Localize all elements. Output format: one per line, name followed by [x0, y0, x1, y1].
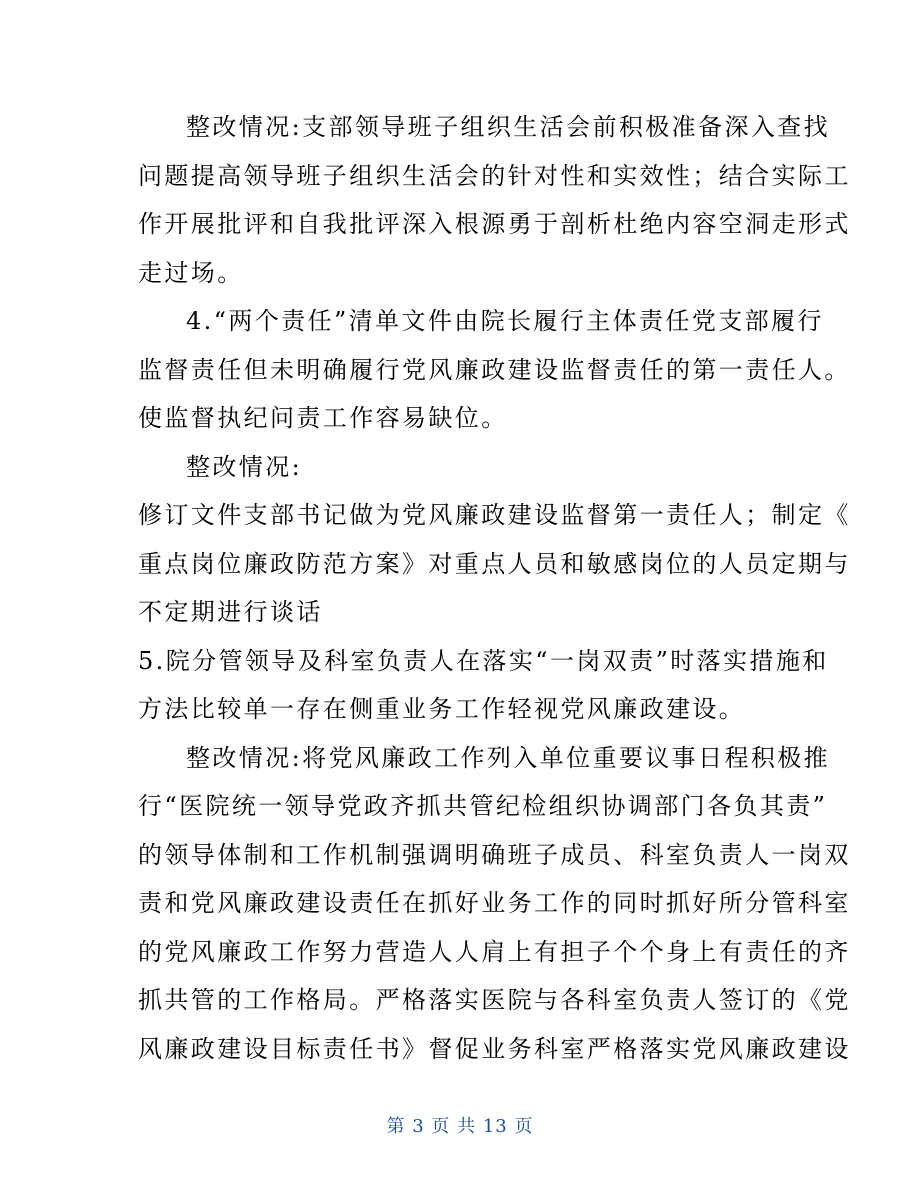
paragraph-line: 使监督执纪问责工作容易缺位。	[138, 404, 508, 432]
paragraph-line: 监督责任但未明确履行党风廉政建设监督责任的第一责任人。	[138, 355, 851, 384]
paragraph-line: 问题提高领导班子组织生活会的针对性和实效性；结合实际工	[138, 161, 851, 190]
paragraph-line: 整改情况:	[186, 452, 303, 481]
paragraph-line: 的领导体制和工作机制强调明确班子成员、科室负责人一岗双	[138, 840, 851, 869]
paragraph-line: 5.院分管领导及科室负责人在落实“一岗双责”时落实措施和	[138, 646, 829, 675]
paragraph-line: 的党风廉政工作努力营造人人肩上有担子个个身上有责任的齐	[138, 937, 851, 966]
paragraph-line: 重点岗位廉政防范方案》对重点人员和敏感岗位的人员定期与	[138, 549, 851, 578]
paragraph-line: 4.“两个责任”清单文件由院长履行主体责任党支部履行	[186, 307, 824, 335]
paragraph-line: 责和党风廉政建设责任在抓好业务工作的同时抓好所分管科室	[138, 889, 851, 917]
paragraph-line: 方法比较单一存在侧重业务工作轻视党风廉政建设。	[138, 695, 746, 723]
paragraph-line: 整改情况:支部领导班子组织生活会前积极准备深入查找	[186, 113, 831, 141]
paragraph-line: 修订文件支部书记做为党风廉政建设监督第一责任人；制定《	[138, 501, 851, 529]
paragraph-line: 抓共管的工作格局。严格落实医院与各科室负责人签订的《党	[138, 986, 851, 1014]
paragraph-line: 走过场。	[138, 258, 244, 287]
page-number-footer: 第 3 页 共 13 页	[386, 1116, 534, 1137]
document-body	[138, 103, 851, 1073]
paragraph-line: 行“医院统一领导党政齐抓共管纪检组织协调部门各负其责”	[138, 792, 828, 820]
paragraph-line: 不定期进行谈话	[138, 598, 323, 626]
paragraph-line: 风廉政建设目标责任书》督促业务科室严格落实党风廉政建设	[138, 1034, 851, 1063]
paragraph-line: 作开展批评和自我批评深入根源勇于剖析杜绝内容空洞走形式	[138, 210, 851, 238]
paragraph-line: 整改情况:将党风廉政工作列入单位重要议事日程积极推	[186, 743, 831, 772]
